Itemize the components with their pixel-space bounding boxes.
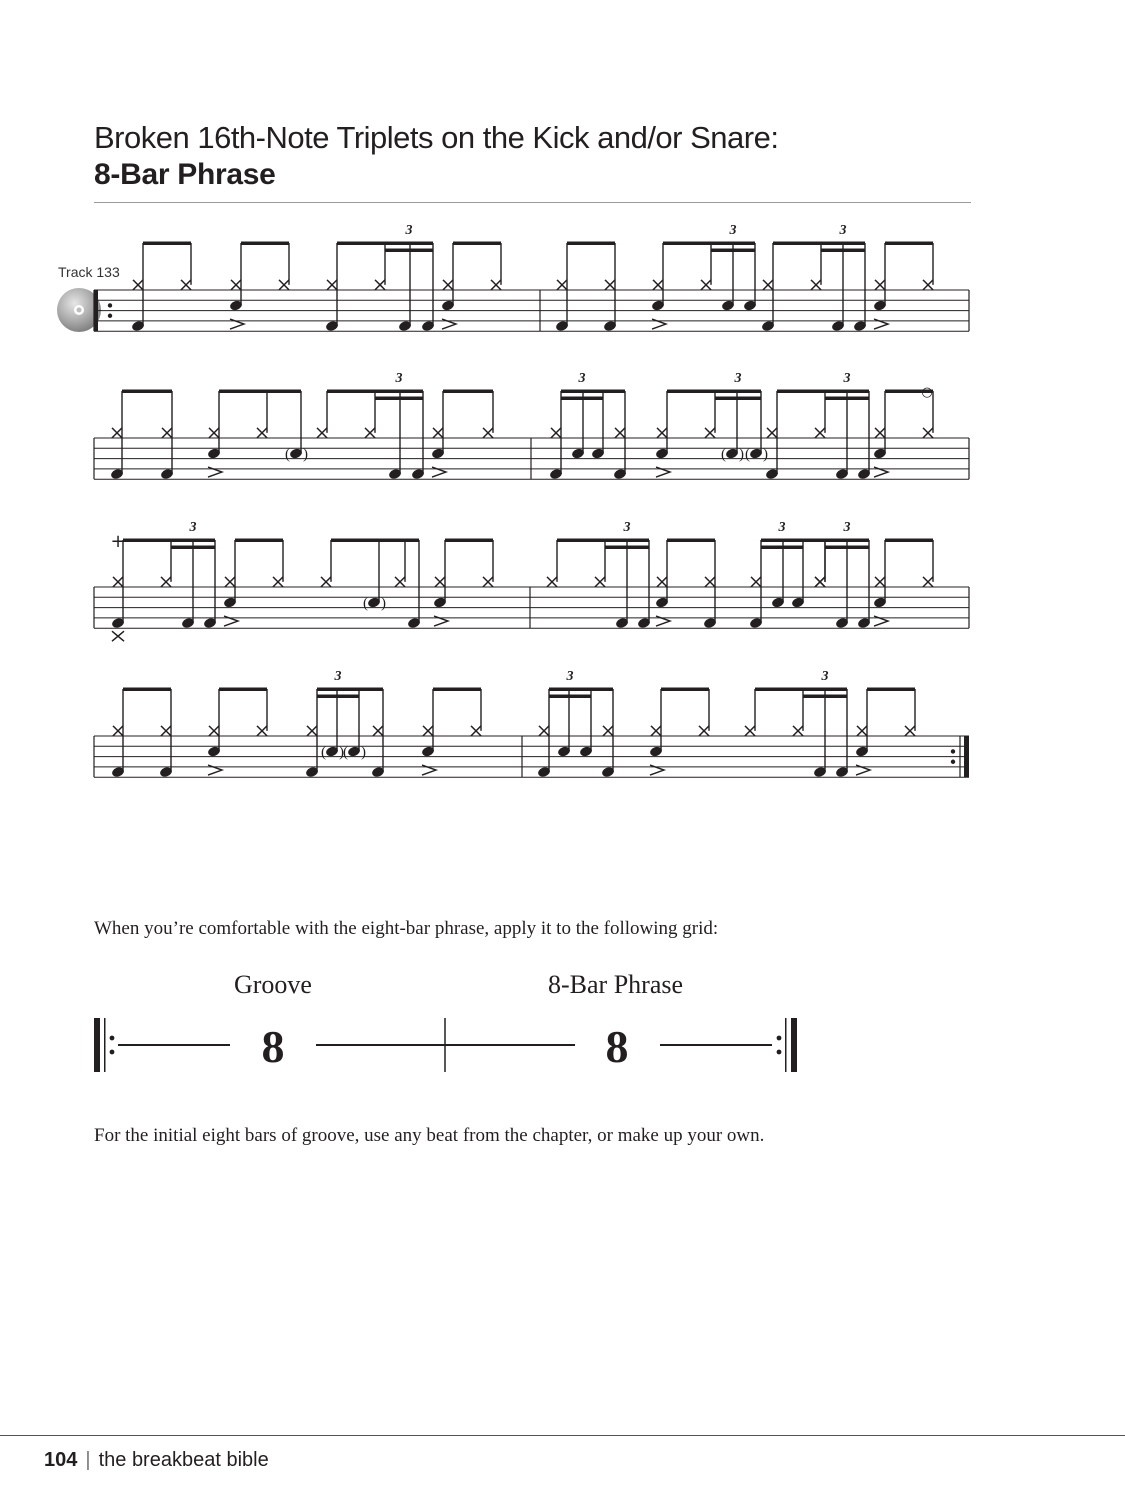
note-beam [667,390,761,394]
repeat-end-icon [777,1018,797,1072]
instruction-text-2: For the initial eight bars of groove, use any beat from the chapter, or make up your own. [94,1125,765,1146]
hihat-note [547,577,557,587]
repeat-dot [108,314,112,318]
note-beam [761,546,803,550]
hihat-note [875,280,885,290]
footer-divider [0,1435,1125,1436]
hihat-note [751,577,761,587]
note-beam [385,249,433,253]
hihat-note [181,280,191,290]
ghost-paren: ) [303,446,308,463]
ghost-paren: ( [721,446,726,463]
note-beam [123,688,171,692]
ghost-paren: ) [739,446,744,463]
note-beam [337,242,433,246]
track-label: Track 133 [58,264,120,280]
groove-bar-count: 8 [261,1021,285,1072]
hihat-note [875,577,885,587]
note-beam [433,688,481,692]
note-beam [317,695,359,699]
hihat-note [273,577,283,587]
triplet-number: 3 [395,371,403,386]
hihat-note [471,726,481,736]
triplet-number: 3 [778,520,786,535]
hihat-note [209,726,219,736]
repeat-start-icon [94,290,98,331]
phrase-grid [0,1010,900,1080]
hihat-note [657,577,667,587]
note-beam [755,688,847,692]
hihat-note [815,428,825,438]
hihat-note [701,280,711,290]
hihat-note [539,726,549,736]
phrase-label: 8-Bar Phrase [548,970,684,999]
foot-hihat-note [112,631,124,641]
note-beam [825,546,869,550]
ghost-paren: ( [363,595,368,612]
note-beam [605,546,649,550]
hihat-note [395,577,405,587]
note-beam [661,688,709,692]
groove-label: Groove [234,970,312,999]
hihat-note [113,726,123,736]
note-beam [375,397,423,401]
hihat-note [705,428,715,438]
triplet-number: 3 [334,669,342,684]
instruction-text-1: When you’re comfortable with the eight-bar phrase, apply it to the following grid: [94,918,719,939]
hihat-note [657,428,667,438]
triplet-number: 3 [843,371,851,386]
hihat-note [435,577,445,587]
hihat-note [615,428,625,438]
phrase-bar-count: 8 [605,1021,629,1072]
triplet-number: 3 [839,223,847,238]
note-beam [122,390,172,394]
note-beam [235,539,283,543]
ghost-paren: ( [745,446,750,463]
hihat-note [923,280,933,290]
hihat-note [595,577,605,587]
hihat-note [133,280,143,290]
hihat-note [653,280,663,290]
hihat-note [113,577,123,587]
triplet-number: 3 [623,520,631,535]
note-beam [561,397,603,401]
note-beam [825,397,869,401]
hihat-note [279,280,289,290]
hihat-note [923,577,933,587]
hihat-note [905,726,915,736]
triplet-number: 3 [734,371,742,386]
note-beam [561,390,625,394]
hihat-note [745,726,755,736]
ghost-paren: ) [339,744,344,761]
note-beam [761,539,825,543]
triplet-number: 3 [566,669,574,684]
repeat-dot [951,760,955,764]
triplet-number: 3 [729,223,737,238]
hihat-note [375,280,385,290]
hihat-note [161,577,171,587]
note-beam [663,242,755,246]
hihat-note [605,280,615,290]
note-beam [885,539,933,543]
hihat-note [257,726,267,736]
ghost-paren: ) [361,744,366,761]
hihat-note [225,577,235,587]
triplet-number: 3 [843,520,851,535]
ghost-paren: ( [285,446,290,463]
hihat-note [365,428,375,438]
note-beam [567,242,615,246]
hihat-note [161,726,171,736]
hihat-note [162,428,172,438]
repeat-dot [108,303,112,307]
hihat-note [767,428,777,438]
note-beam [549,688,613,692]
note-beam [241,242,289,246]
note-beam [327,390,423,394]
footer-separator: | [85,1449,91,1471]
hihat-note [811,280,821,290]
hihat-note [321,577,331,587]
note-beam [219,688,267,692]
note-beam [445,539,493,543]
hihat-note [327,280,337,290]
hihat-note [433,428,443,438]
hihat-note [857,726,867,736]
note-beam [803,695,847,699]
note-beam [667,539,715,543]
hihat-note [373,726,383,736]
ghost-paren: ( [321,744,326,761]
book-title: the breakbeat bible [98,1449,269,1471]
open-hihat-mark: ○ [921,385,933,400]
hihat-note [231,280,241,290]
page-footer [44,1449,269,1472]
triplet-number: 3 [405,223,413,238]
hihat-note [423,726,433,736]
hihat-note [209,428,219,438]
hihat-note [699,726,709,736]
note-beam [821,249,865,253]
note-beam [715,397,761,401]
note-beam [331,539,419,543]
note-beam [885,242,933,246]
note-beam [443,390,493,394]
hihat-note [603,726,613,736]
note-beam [825,539,869,543]
hihat-note [793,726,803,736]
ghost-paren: ) [763,446,768,463]
hihat-note [705,577,715,587]
hihat-note [651,726,661,736]
page-title: Broken 16th-Note Triplets on the Kick and/or Snare: [94,120,779,155]
note-beam [773,242,865,246]
note-beam [867,688,915,692]
hihat-note [763,280,773,290]
note-beam [711,249,755,253]
triplet-number: 3 [189,520,197,535]
ghost-paren: ( [343,744,348,761]
note-beam [557,539,649,543]
repeat-end-icon [964,736,969,777]
hihat-note [307,726,317,736]
hihat-note [483,577,493,587]
repeat-start-icon [94,1018,114,1072]
hihat-note [815,577,825,587]
note-beam [549,695,591,699]
page-number: 104 [44,1449,78,1471]
triplet-number: 3 [821,669,829,684]
note-beam [171,546,215,550]
hihat-note [443,280,453,290]
hihat-note [491,280,501,290]
note-beam [143,242,191,246]
hihat-note [257,428,267,438]
ghost-paren: ) [381,595,386,612]
hihat-note [875,428,885,438]
note-beam [453,242,501,246]
closed-hihat-mark: + [110,531,126,552]
note-beam [123,539,215,543]
note-beam [317,688,383,692]
page-subtitle: 8-Bar Phrase [94,158,276,191]
note-beam [777,390,869,394]
hihat-note [112,428,122,438]
hihat-note [551,428,561,438]
hihat-note [557,280,567,290]
hihat-note [483,428,493,438]
hihat-note [923,428,933,438]
note-beam [219,390,301,394]
triplet-number: 3 [578,371,586,386]
hihat-note [317,428,327,438]
repeat-dot [951,749,955,753]
